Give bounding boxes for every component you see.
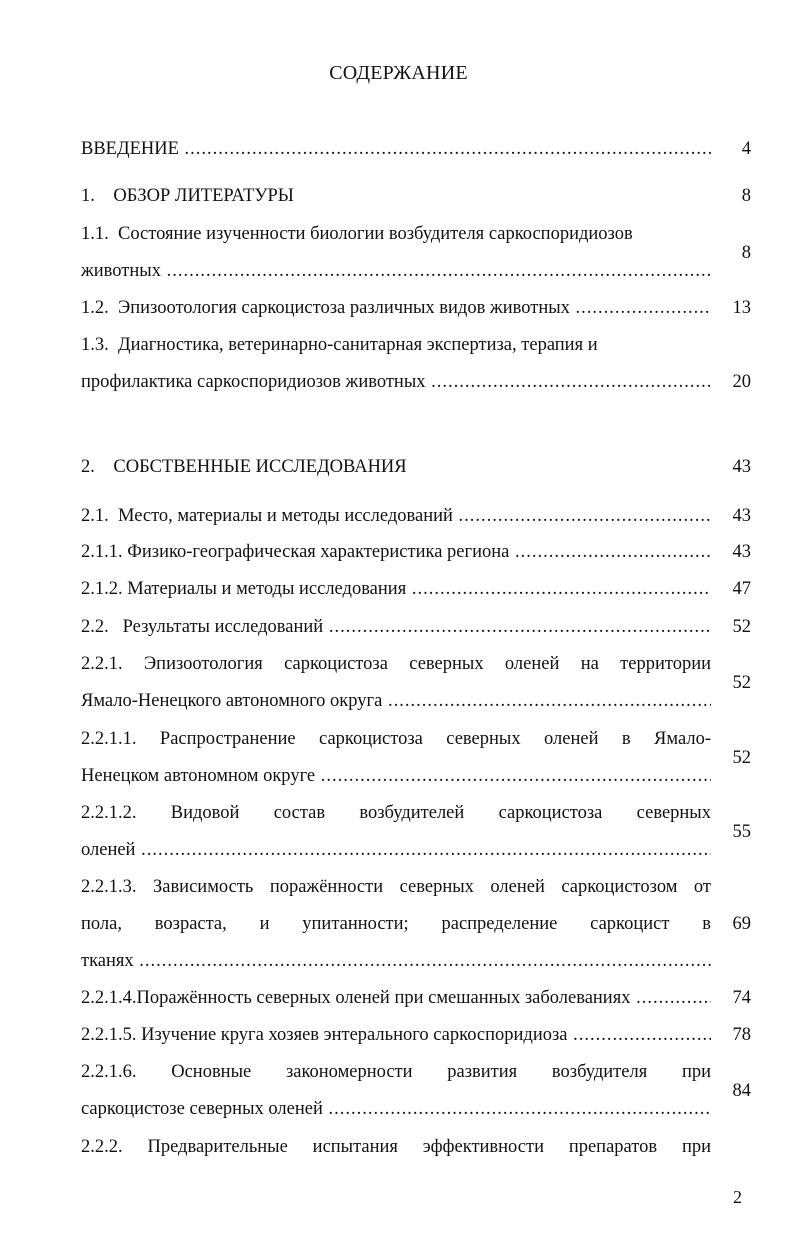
toc-entry-text: 2.2.1.5. Изучение круга хозяев энтерального саркоспоридиоза .....: [81, 1017, 711, 1054]
toc-entry-text: 2.2.1. Эпизоотология саркоцистоза северных оленей на территории: [81, 654, 711, 674]
toc-entry-2-2-1-1[interactable]: [81, 721, 711, 795]
toc-entry-1-2[interactable]: [81, 290, 711, 327]
toc-page-number: 74: [732, 988, 751, 1008]
toc-page-number: 43: [732, 506, 751, 526]
toc-entry-text: 1.3. Диагностика, ветеринарно-санитарная экспертиза, терапия и: [81, 335, 598, 355]
toc-entry-text: пола, возраста, и упитанности; распределение саркоцист в: [81, 914, 711, 934]
toc-page-number: 69: [732, 914, 751, 934]
toc-page-number: 8: [741, 186, 751, 206]
toc-entry-text: 2.1.2. Материалы и методы исследования .....: [81, 571, 711, 608]
toc-entry-2-2-2[interactable]: [81, 1129, 711, 1166]
toc-page-number: 55: [732, 822, 751, 842]
toc-entry-2-2-1-2[interactable]: [81, 795, 711, 869]
toc-entry-2-1[interactable]: [81, 498, 711, 535]
toc-entry-text: 2.2.1.1. Распространение саркоцистоза северных оленей в Ямало-: [81, 729, 711, 749]
page-title: СОДЕРЖАНИЕ: [329, 62, 468, 84]
toc-page-number: 47: [732, 579, 751, 599]
toc-entry-text: 2.2.2. Предварительные испытания эффективности препаратов при: [81, 1137, 711, 1157]
toc-entry-text: 2.1.1. Физико-географическая характеристика региона .....: [81, 534, 711, 571]
toc-entry-text: 2.2. Результаты исследований .....: [81, 609, 711, 646]
toc-entry-chapter-2[interactable]: [81, 449, 711, 486]
toc-page-number: 43: [732, 542, 751, 562]
toc-entry-chapter-1[interactable]: [81, 178, 711, 215]
toc-entry-intro[interactable]: [81, 131, 711, 168]
toc-entry-2-2-1-5[interactable]: [81, 1017, 711, 1054]
toc-page-number: 43: [732, 457, 751, 477]
toc-entry-text: Ненецком автономном округе .....: [81, 758, 711, 795]
toc-page-number: 4: [741, 139, 751, 159]
toc-entry-text: саркоцистозе северных оленей .....: [81, 1091, 711, 1128]
toc-entry-text: 2. СОБСТВЕННЫЕ ИССЛЕДОВАНИЯ: [81, 457, 407, 477]
page-number-footer: 2: [733, 1187, 742, 1207]
toc-entry-2-1-2[interactable]: [81, 571, 711, 608]
toc-entry-2-2-1-4[interactable]: [81, 980, 711, 1017]
toc-entry-text: ВВЕДЕНИЕ .....: [81, 131, 711, 168]
toc-page-number: 13: [732, 298, 751, 318]
toc-entry-2-2-1-3[interactable]: [81, 869, 711, 980]
toc-page-number: 78: [732, 1025, 751, 1045]
toc-page-number: 52: [732, 748, 751, 768]
toc-entry-2-2-1[interactable]: [81, 646, 711, 720]
toc-entry-text: 1.2. Эпизоотология саркоцистоза различных видов животных .....: [81, 290, 711, 327]
toc-entry-text: 2.2.1.4.Поражённость северных оленей при смешанных заболеваниях .....: [81, 980, 711, 1017]
toc-entry-text: 1. ОБЗОР ЛИТЕРАТУРЫ: [81, 186, 294, 206]
toc-entry-2-2[interactable]: [81, 609, 711, 646]
toc-entry-text: 2.2.1.2. Видовой состав возбудителей саркоцистоза северных: [81, 803, 711, 823]
toc-entry-1-1[interactable]: [81, 216, 711, 290]
toc-entry-text: 2.2.1.3. Зависимость поражённости северных оленей саркоцистозом от: [81, 877, 711, 897]
toc-entry-2-1-1[interactable]: [81, 534, 711, 571]
toc-entry-text: 2.1. Место, материалы и методы исследований .....: [81, 498, 711, 535]
toc-page-number: 84: [732, 1081, 751, 1101]
toc-entry-1-3[interactable]: [81, 327, 711, 401]
toc-entry-text: 1.1. Состояние изученности биологии возбудителя саркоспоридиозов: [81, 224, 633, 244]
toc-page-number: 20: [732, 372, 751, 392]
toc-entry-2-2-1-6[interactable]: [81, 1054, 711, 1128]
toc-entry-text: профилактика саркоспоридиозов животных .....: [81, 364, 711, 401]
toc-entry-text: 2.2.1.6. Основные закономерности развития возбудителя при: [81, 1062, 711, 1082]
toc-page-number: 52: [732, 617, 751, 637]
toc-entry-text: тканях .....: [81, 943, 711, 980]
toc-entry-text: оленей .....: [81, 832, 711, 869]
toc-entry-text: Ямало-Ненецкого автономного округа .....: [81, 683, 711, 720]
toc-page-number: 8: [741, 243, 751, 263]
toc-entry-text: животных .....: [81, 253, 711, 290]
toc-page-number: 52: [732, 673, 751, 693]
